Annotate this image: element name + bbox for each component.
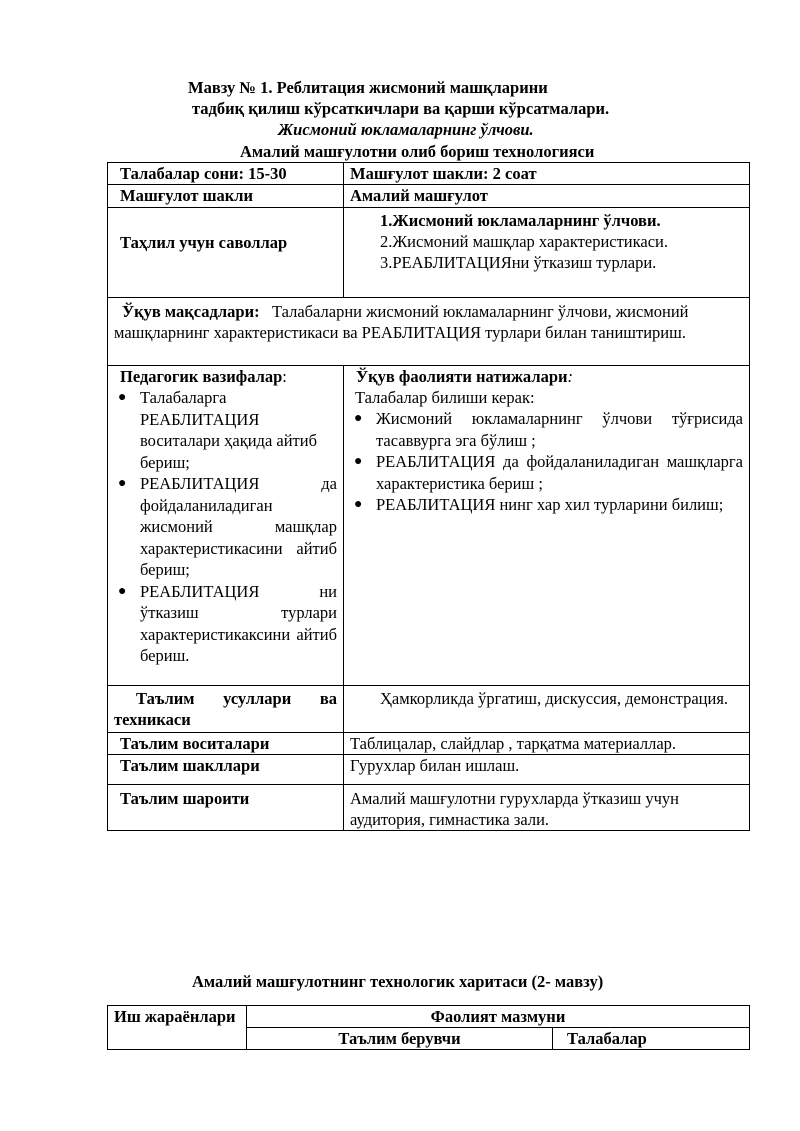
questions-list: [350, 210, 743, 273]
tech-map-table: [107, 1005, 750, 1050]
topic-title-line-4: Амалий машғулотни олиб бориш технологияси: [240, 142, 595, 161]
teacher-header-cell: Таълим берувчи: [247, 1028, 553, 1050]
table-row: [108, 686, 750, 733]
table-row: [108, 785, 750, 831]
questions-cell: [344, 208, 750, 298]
methods-value-cell: Ҳамкорликда ўргатиш, дискуссия, демонстрация.: [344, 686, 750, 733]
bullet-icon: ●: [354, 497, 363, 512]
list-item: ● РЕАБЛИТАЦИЯ ни ўтказиш турлари характеристикаксини айтиб бериш.: [118, 581, 337, 665]
tools-label-cell: Таълим воситалари: [108, 733, 344, 755]
table-row: [108, 366, 750, 686]
table-row: [108, 755, 750, 785]
learning-outcomes-cell: [344, 366, 750, 686]
conditions-label-cell: Таълим шароити: [108, 785, 344, 831]
goals-text: Талабаларни жисмоний юкламаларнинг ўлчови, жисмоний машқларнинг характеристикаси ва РЕАБЛИТАЦИЯ турлари билан таништириш.: [114, 302, 689, 342]
topic-title-line-1: Мавзу № 1. Реблитация жисмоний машқларини: [188, 78, 548, 97]
topic-title-line-2: тадбиқ қилиш кўрсаткичлари ва қарши кўрсатмалари.: [192, 99, 610, 118]
topic-title-line-3: Жисмоний юкламаларнинг ўлчови.: [278, 120, 534, 139]
lesson-plan-table: [107, 162, 750, 831]
duration-cell: Машғулот шакли: 2 соат: [344, 163, 750, 185]
stages-header-cell: Иш жараёнлари: [108, 1006, 247, 1050]
form-label-cell: Машғулот шакли: [108, 185, 344, 208]
table-row: [108, 1006, 750, 1028]
bullet-icon: ●: [118, 390, 127, 405]
bullet-icon: ●: [118, 476, 127, 491]
students-count-cell: Талабалар сони: 15-30: [108, 163, 344, 185]
table-row: [108, 185, 750, 208]
list-item: 1.Жисмоний юкламаларнинг ўлчови.: [380, 211, 661, 230]
list-item: ● РЕАБЛИТАЦИЯ да фойдаланиладиган жисмоний машқлар характеристикасини айтиб бериш;: [118, 474, 337, 579]
forms-value-cell: Гурухлар билан ишлаш.: [344, 755, 750, 785]
questions-label-cell: Таҳлил учун саволлар: [108, 208, 344, 298]
table-row: [108, 163, 750, 185]
goals-cell: [108, 298, 750, 366]
list-item: ● РЕАБЛИТАЦИЯ нинг хар хил турларини билиш;: [354, 495, 724, 514]
forms-label-cell: Таълим шакллари: [108, 755, 344, 785]
results-heading: [350, 366, 743, 387]
goals-label: Ўқув мақсадлари:: [122, 302, 260, 321]
tasks-label: Педагогик вазифалар: [120, 367, 283, 386]
list-item: ● Жисмоний юкламаларнинг ўлчови тўғрисида тасаввурга эга бўлиш ;: [354, 409, 743, 450]
list-item: ● Талабаларга РЕАБЛИТАЦИЯ воситалари ҳақида айтиб бериш;: [118, 388, 317, 472]
table-row: [108, 298, 750, 366]
results-label: Ўқув фаолияти натижалари: [356, 367, 568, 386]
students-header-cell: Талабалар: [553, 1028, 750, 1050]
tasks-list: [114, 387, 337, 667]
list-item: 3.РЕАБЛИТАЦИЯни ўтказиш турлари.: [380, 253, 657, 272]
tasks-heading: [114, 366, 337, 387]
list-item: ● РЕАБЛИТАЦИЯ да фойдаланиладиган машқларга характеристика бериш ;: [354, 452, 743, 493]
results-colon: :: [567, 367, 574, 386]
tasks-colon: :: [282, 367, 287, 386]
pedagogical-tasks-cell: [108, 366, 344, 686]
table-row: [108, 733, 750, 755]
table-row: [108, 208, 750, 298]
results-intro: Талабалар билиши керак:: [355, 388, 535, 407]
content-header-cell: Фаолият мазмуни: [247, 1006, 750, 1028]
list-item: 2.Жисмоний машқлар характеристикаси.: [380, 232, 669, 251]
bullet-icon: ●: [354, 454, 363, 469]
methods-label-cell: Таълим усуллари ва техникаси: [108, 686, 344, 733]
conditions-value-cell: Амалий машғулотни гурухларда ўтказиш учун аудитория, гимнастика зали.: [344, 785, 750, 831]
bullet-icon: ●: [118, 583, 127, 599]
tech-map-title: Амалий машғулотнинг технологик харитаси (2- мавзу): [192, 972, 604, 991]
bullet-icon: ●: [354, 411, 363, 426]
tools-value-cell: Таблицалар, слайдлар , тарқатма материаллар.: [344, 733, 750, 755]
results-list: [350, 408, 743, 516]
form-value-cell: Амалий машғулот: [344, 185, 750, 208]
